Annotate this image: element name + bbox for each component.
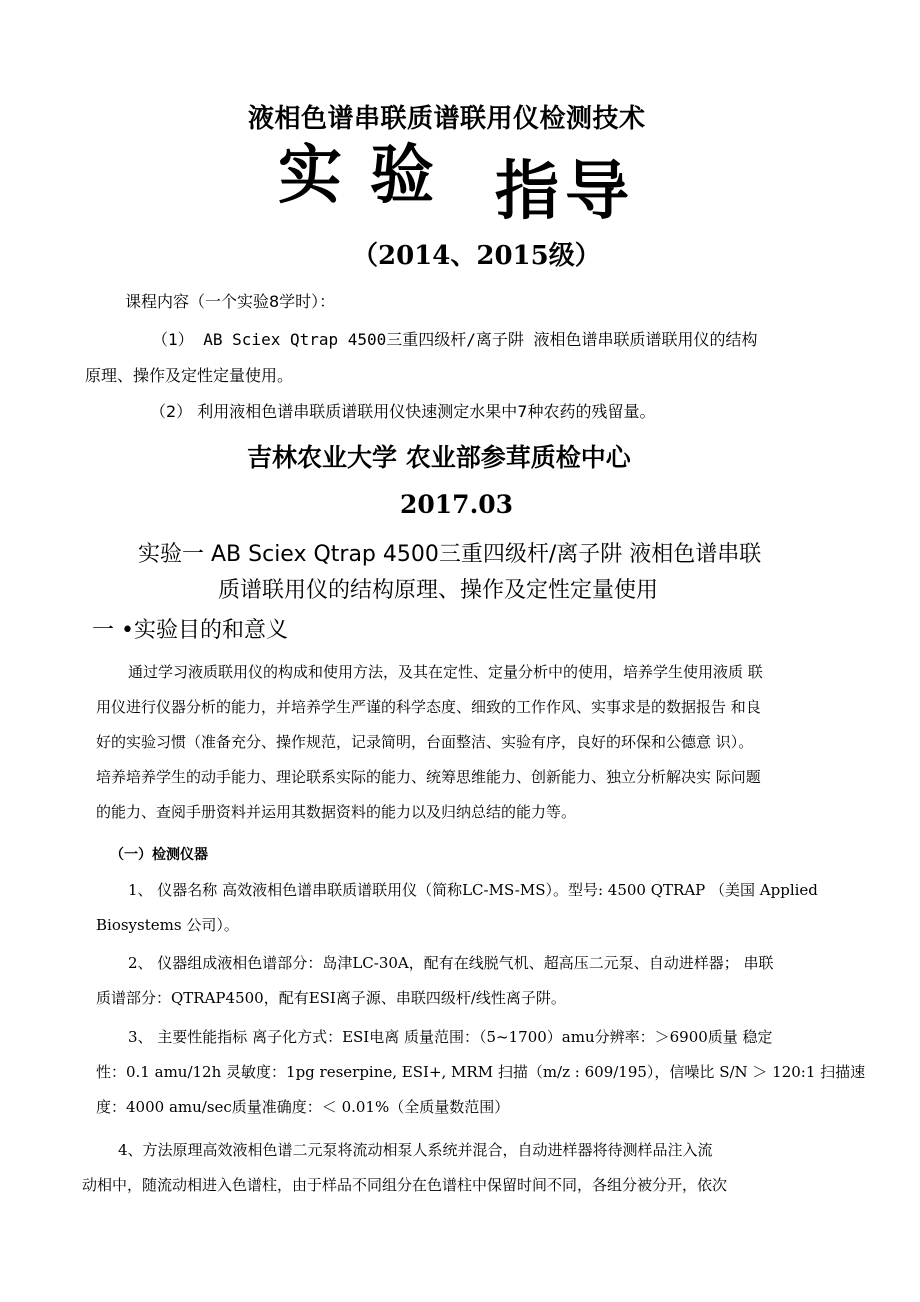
purpose-paragraph	[96, 655, 836, 830]
instrument-components-paragraph	[96, 946, 836, 1016]
experiment-title-line-1: 实验一 AB Sciex Qtrap 4500三重四级杆/离子阱 液相色谱串联	[138, 542, 762, 567]
grade-label: （2014、2015级）	[352, 241, 601, 271]
performance-specs-paragraph	[96, 1020, 866, 1125]
organization-name: 吉林农业大学 农业部参茸质检中心	[247, 443, 631, 472]
paragraph-line: 的能力、查阅手册资料并运用其数据资料的能力以及归纳总结的能力等。	[96, 803, 577, 821]
experiment-title-line-2: 质谱联用仪的结构原理、操作及定性定量使用	[218, 578, 659, 603]
course-item-2: （2） 利用液相色谱串联质谱联用仪快速测定水果中7种农药的残留量。	[150, 402, 656, 421]
paragraph-line: 性：0.1 amu/12h 灵敏度：1pg reserpine, ESI+, MRM 扫描（m/z : 609/195），信噪比 S/N ＞ 120:1 扫描速	[96, 1063, 866, 1081]
paragraph-line: 好的实验习惯（准备充分、操作规范，记录简明，台面整洁、实验有序，良好的环保和公德意 识）。	[96, 733, 754, 751]
document-subtitle: 液相色谱串联质谱联用仪检测技术	[248, 104, 646, 134]
paragraph-line: 培养培养学生的动手能力、理论联系实际的能力、统筹思维能力、创新能力、独立分析解决实 际问题	[96, 768, 761, 786]
document-title-part2: 指导	[495, 155, 635, 229]
instrument-name-paragraph	[96, 873, 836, 943]
section-heading-purpose: 一 •实验目的和意义	[92, 618, 288, 643]
paragraph-line: 4、方法原理高效液相色谱二元泵将流动相泵人系统并混合，自动进样器将待测样品注入流	[118, 1141, 713, 1159]
paragraph-line: 质谱部分：QTRAP4500，配有ESI离子源、串联四级杆/线性离子阱。	[96, 989, 566, 1007]
method-principle-paragraph	[82, 1133, 836, 1203]
paragraph-line: 3、 主要性能指标 离子化方式：ESI电离 质量范围：（5~1700）amu分辨率：＞6900质量 稳定	[128, 1028, 773, 1046]
paragraph-line: 通过学习液质联用仪的构成和使用方法，及其在定性、定量分析中的使用，培养学生使用液质 联	[128, 663, 763, 681]
course-item-1-continued: 原理、操作及定性定量使用。	[85, 366, 294, 385]
paragraph-line: 用仪进行仪器分析的能力，并培养学生严谨的科学态度、细致的工作作风、实事求是的数据报告 和良	[96, 698, 761, 716]
document-title-part1: 实验	[278, 139, 462, 213]
paragraph-line: 2、 仪器组成液相色谱部分：岛津LC-30A，配有在线脱气机、超高压二元泵、自动进样器； 串联	[128, 954, 774, 972]
subsection-heading-instruments: （一）检测仪器	[110, 847, 208, 863]
paragraph-line: 1、 仪器名称 高效液相色谱串联质谱联用仪（简称LC-MS-MS）。型号: 4500 QTRAP （美国 Applied	[128, 881, 818, 899]
course-heading: 课程内容（一个实验8学时）：	[125, 292, 336, 311]
course-item-1: （1） AB Sciex Qtrap 4500三重四级杆/离子阱 液相色谱串联质谱联用仪的结构	[152, 330, 758, 349]
document-date: 2017.03	[400, 490, 514, 519]
paragraph-line: 动相中，随流动相进入色谱柱，由于样品不同组分在色谱柱中保留时间不同，各组分被分开，依次	[82, 1176, 728, 1194]
paragraph-line: Biosystems 公司）。	[96, 916, 239, 934]
paragraph-line: 度：4000 amu/sec质量准确度：＜ 0.01%（全质量数范围）	[96, 1098, 510, 1116]
